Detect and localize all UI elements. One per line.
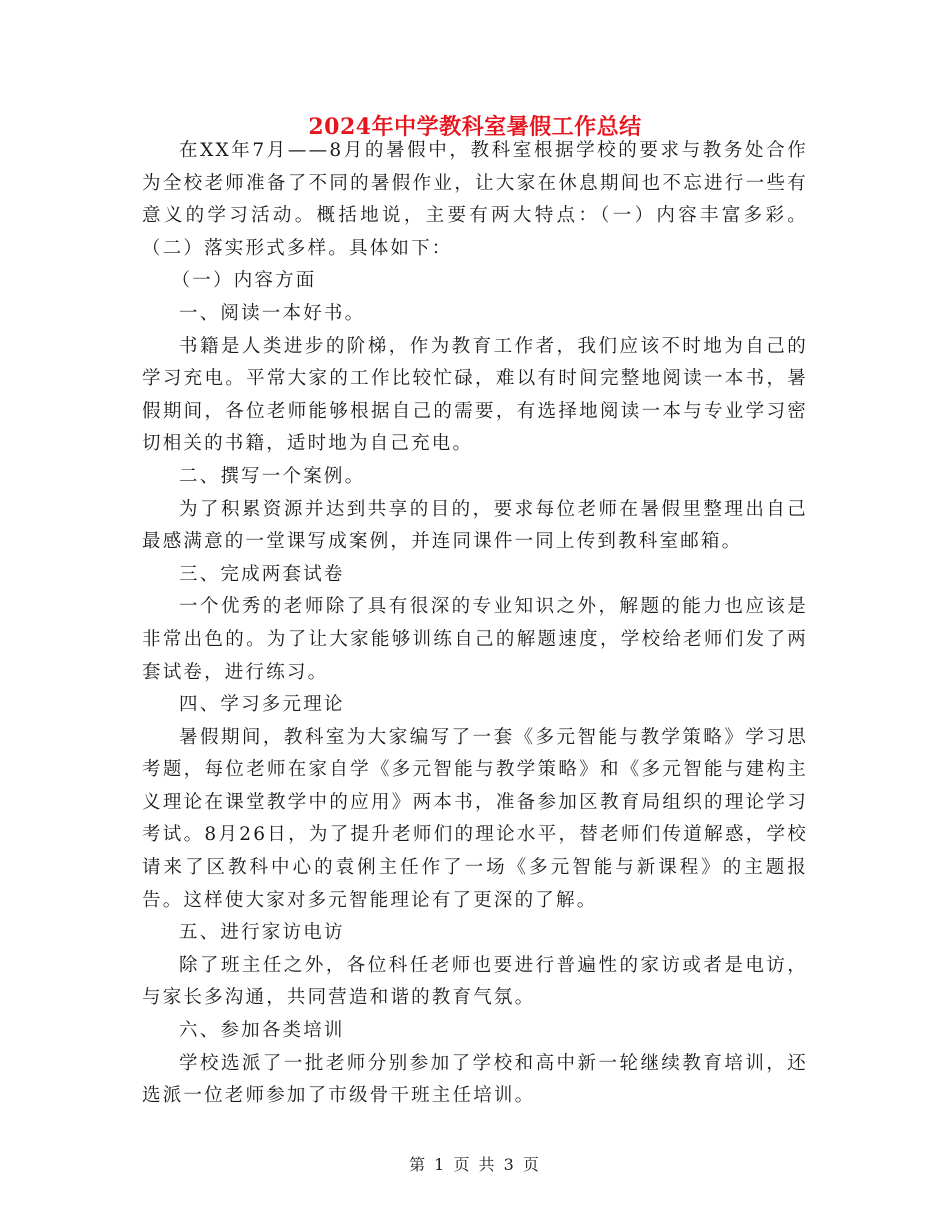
paragraph-item-1: 书籍是人类进步的阶梯，作为教育工作者，我们应该不时地为自己的学习充电。平常大家的工作比较忙碌，难以有时间完整地阅读一本书，暑假期间，各位老师能够根据自己的需要，有选择地阅读一本与专业学习密切相关的书籍，适时地为自己充电。	[142, 335, 808, 455]
item-heading-6: 六、参加各类培训	[179, 1020, 345, 1042]
item-heading-3: 三、完成两套试卷	[179, 563, 345, 585]
paragraph-item-3: 一个优秀的老师除了具有很深的专业知识之外，解题的能力也应该是非常出色的。为了让大家能够训练自己的解题速度，学校给老师们发了两套试卷，进行练习。	[142, 596, 808, 683]
item-heading-4: 四、学习多元理论	[179, 694, 345, 716]
page-footer: 第 1 页 共 3 页	[409, 1155, 541, 1174]
document-title: 2024年中学教科室暑假工作总结	[308, 114, 642, 140]
item-heading-5: 五、进行家访电访	[179, 922, 345, 944]
section-heading-content: （一）内容方面	[171, 270, 317, 292]
document-body	[142, 135, 808, 1113]
paragraph-item-2: 为了积累资源并达到共享的目的，要求每位老师在暑假里整理出自己最感满意的一堂课写成案例，并连同课件一同上传到教科室邮箱。	[142, 498, 808, 553]
paragraph-intro: 在XX年7月——8月的暑假中，教科室根据学校的要求与教务处合作为全校老师准备了不同的暑假作业，让大家在休息期间也不忘进行一些有意义的学习活动。概括地说，主要有两大特点：（一）内容丰富多彩。（二）落实形式多样。具体如下：	[142, 140, 808, 259]
paragraph-item-6: 学校选派了一批老师分别参加了学校和高中新一轮继续教育培训，还选派一位老师参加了市级骨干班主任培训。	[142, 1052, 808, 1107]
paragraph-item-5: 除了班主任之外，各位科任老师也要进行普遍性的家访或者是电访，与家长多沟通，共同营造和谐的教育气氛。	[142, 954, 808, 1009]
item-heading-1: 一、阅读一本好书。	[179, 302, 366, 324]
paragraph-item-4: 暑假期间，教科室为大家编写了一套《多元智能与教学策略》学习思考题，每位老师在家自学《多元智能与教学策略》和《多元智能与建构主义理论在课堂教学中的应用》两本书，准备参加区教育局组织的理论学习考试。8月26日，为了提升老师们的理论水平，替老师们传道解惑，学校请来了区教科中心的袁俐主任作了一场《多元智能与新课程》的主题报告。这样使大家对多元智能理论有了更深的了解。	[142, 726, 808, 911]
item-heading-2: 二、撰写一个案例。	[179, 465, 366, 487]
